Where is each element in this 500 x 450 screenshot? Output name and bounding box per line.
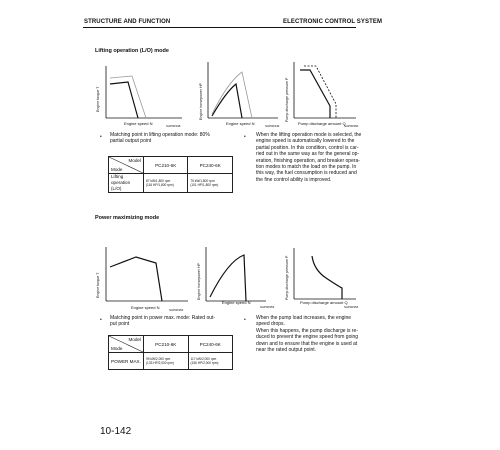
s1-g2-xlabel: Engine speed N xyxy=(226,121,255,126)
line: duced to prevent the engine speed from going xyxy=(256,334,359,341)
line: down and to ensure that the engine is used at xyxy=(256,340,358,347)
line: near the rated output point. xyxy=(256,347,317,354)
line: this way, the fuel consumption is reduced and xyxy=(256,170,357,177)
s2-graph1 xyxy=(106,247,188,302)
s2-g2-ylabel: Engine horsepower HP xyxy=(197,263,201,300)
value-line2: (101 HP/1,800 rpm) xyxy=(190,183,219,187)
section1-title: Lifting operation (L/O) mode xyxy=(95,48,169,54)
value-line1: 75 kW/1,800 rpm xyxy=(190,179,215,183)
page-number: 10-142 xyxy=(100,426,132,437)
line: partial output point xyxy=(110,138,152,145)
s2-g1-ylabel: Engine torque T xyxy=(96,272,100,298)
s2-graph1-svg xyxy=(106,247,188,302)
s2-g3-xlabel: Pump discharge amount Q xyxy=(300,300,348,305)
s1-g2-code: SAP00349 xyxy=(265,124,280,128)
corner-cell xyxy=(109,157,144,174)
line: speed drops. xyxy=(256,321,285,328)
s2-graph2-svg xyxy=(206,247,266,302)
lo-hp-curve xyxy=(212,84,242,118)
s1-g1-code: SAP00348 xyxy=(166,124,181,128)
s1-graph2 xyxy=(208,62,278,119)
pq-curve xyxy=(312,256,342,299)
col2-header: PC240-6K xyxy=(188,336,233,353)
s1-graph1-svg xyxy=(106,66,182,119)
s2-g1-code: SAP00352 xyxy=(169,308,184,312)
full-hp-curve xyxy=(212,72,252,118)
s1-left-bullet-mark: • xyxy=(100,134,102,140)
col1-header: PC210-6K xyxy=(144,157,188,174)
s1-spec-table xyxy=(108,156,233,193)
s1-graph3-svg xyxy=(294,62,356,119)
s1-g3-xlabel: Pump discharge amount Q xyxy=(298,121,346,126)
col1-header: PC210-6K xyxy=(144,336,189,353)
s2-right-bullet xyxy=(256,315,364,353)
line: Matching point in power max. mode: Rated out- xyxy=(110,315,216,321)
s2-left-bullet-mark: • xyxy=(100,317,102,323)
s1-graph2-svg xyxy=(208,62,278,119)
s2-right-bullet-mark: • xyxy=(244,317,246,323)
s2-g1-xlabel: Engine speed N xyxy=(131,305,160,310)
col2-value xyxy=(188,174,233,193)
row-label-line1: Lifting xyxy=(111,174,124,179)
s2-g3-ylabel: Pump discharge pressure P xyxy=(285,255,289,300)
s1-graph3 xyxy=(294,62,356,119)
value-line1: 87 kW/1,800 rpm xyxy=(146,179,171,183)
s1-g3-ylabel: Pump discharge pressure P xyxy=(285,77,289,122)
col2-header: PC240-6K xyxy=(188,157,233,174)
line: When the pump load increases, the engine xyxy=(256,315,352,321)
hp-curve xyxy=(210,255,246,301)
s2-g2-code: SAP00353 xyxy=(260,305,275,309)
s2-spec-table xyxy=(108,335,233,370)
row-label: POWER MAX. xyxy=(109,353,144,370)
value-line2: (116 HP/1,800 rpm) xyxy=(146,183,174,187)
row-label xyxy=(109,174,144,193)
s2-graph3 xyxy=(294,248,356,300)
line: the fine control ability is improved. xyxy=(256,176,332,183)
s2-g3-code: SAP00354 xyxy=(344,305,359,309)
value-line2: (133 HP/2,000 rpm) xyxy=(146,361,174,365)
lo-torque-curve xyxy=(110,82,138,118)
value-line1: 99 kW/2,000 rpm xyxy=(146,357,171,361)
s1-g1-xlabel: Engine speed N xyxy=(124,121,153,126)
section2-title: Power maximizing mode xyxy=(95,215,160,221)
s1-g1-ylabel: Engine torque T xyxy=(96,86,100,112)
value-line2: (156 HP/2,000 rpm) xyxy=(190,361,219,365)
torque-curve xyxy=(110,257,162,301)
s1-right-bullet xyxy=(256,132,364,183)
s1-g3-code: SAP00350 xyxy=(344,124,359,128)
col2-value xyxy=(188,353,233,370)
mode-label: Mode xyxy=(111,346,123,351)
line: engine speed is automatically lowered to the xyxy=(256,138,355,145)
line: tion modes to match the load on the pump. In xyxy=(256,164,357,171)
s1-right-bullet-mark: • xyxy=(244,134,246,140)
col1-value xyxy=(144,174,188,193)
header-rule xyxy=(83,27,356,28)
line: partial position. In this condition, control is car- xyxy=(256,144,359,151)
row-label-line2: operation (L/O) xyxy=(111,180,131,191)
s1-left-bullet xyxy=(110,132,230,145)
s1-graph1 xyxy=(106,66,182,119)
s1-g2-ylabel: Engine horsepower HP xyxy=(199,83,203,120)
full-pq-curve xyxy=(304,66,336,118)
s2-g2-xlabel: Engine speed N xyxy=(222,300,251,305)
value-line1: 117 kW/2,000 rpm xyxy=(190,357,217,361)
line: eration, finishing operation, and breaker opera- xyxy=(256,157,360,164)
s2-left-bullet xyxy=(110,315,230,328)
line: ried out in the same way as for the general op- xyxy=(256,151,360,158)
mode-label: Mode xyxy=(111,167,123,172)
col1-value xyxy=(144,353,189,370)
corner-cell xyxy=(109,336,144,353)
line: put point xyxy=(110,321,130,328)
model-label: Model xyxy=(128,337,141,342)
s2-graph3-svg xyxy=(294,248,356,300)
header-left: STRUCTURE AND FUNCTION xyxy=(84,19,171,25)
line: When the lifting operation mode is selected, the xyxy=(256,132,362,138)
line: Matching point in lifting operation mode: 80% xyxy=(110,132,210,138)
model-label: Model xyxy=(128,158,141,163)
s2-graph2 xyxy=(206,247,266,302)
header-right: ELECTRONIC CONTROL SYSTEM xyxy=(283,19,383,25)
lo-pq-curve xyxy=(300,70,330,118)
line: When this happens, the pump discharge is re- xyxy=(256,327,358,334)
